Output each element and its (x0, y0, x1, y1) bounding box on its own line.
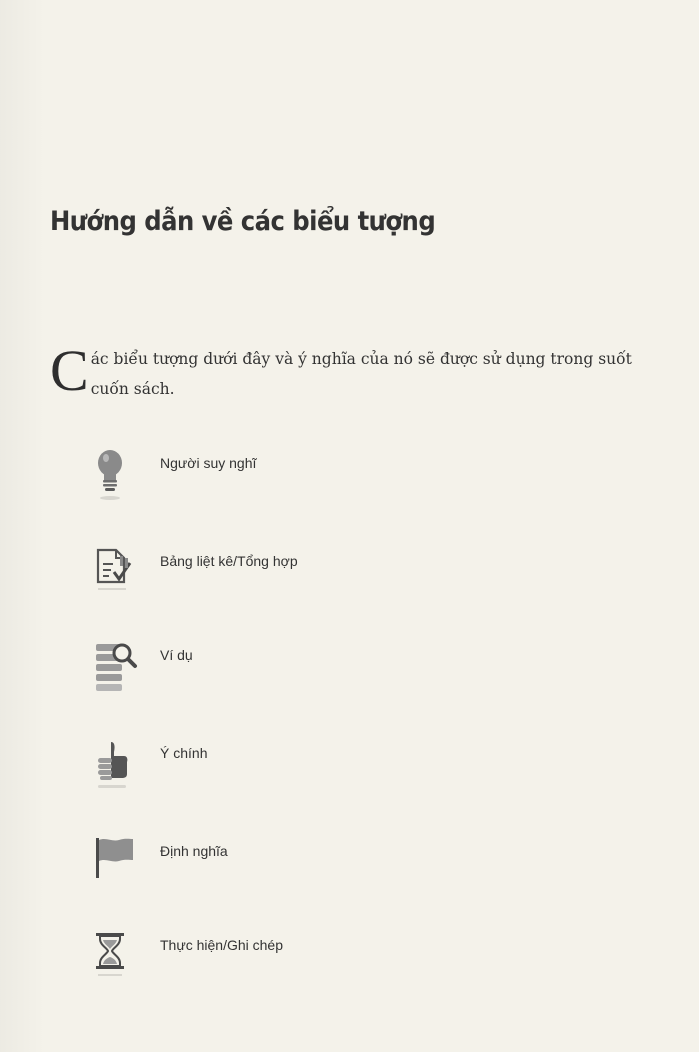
page-title: Hướng dẫn về các biểu tượng (50, 206, 436, 238)
legend-item-definition (92, 836, 512, 896)
legend-label: Ví dụ (160, 647, 193, 663)
intro-text: ác biểu tượng dưới đây và ý nghĩa của nó sẽ được sử dụng trong suốt cuốn sách. (90, 350, 632, 398)
legend-label: Bảng liệt kê/Tổng hợp (160, 553, 298, 569)
thumbs-up-icon (92, 738, 138, 794)
legend-item-thinker (92, 448, 512, 508)
legend-item-main-idea (92, 738, 512, 798)
intro-paragraph (50, 338, 640, 404)
checklist-icon (92, 546, 138, 602)
legend-label: Người suy nghĩ (160, 455, 257, 471)
hourglass-icon (92, 930, 138, 986)
flag-icon (92, 836, 138, 892)
legend-item-practice (92, 930, 512, 990)
lightbulb-icon (92, 448, 138, 504)
magnifier-list-icon (92, 640, 138, 696)
legend-item-checklist (92, 546, 512, 606)
legend-label: Định nghĩa (160, 843, 228, 859)
legend-label: Ý chính (160, 745, 208, 761)
legend-label: Thực hiện/Ghi chép (160, 937, 283, 953)
drop-cap: C (50, 338, 89, 403)
legend-item-example (92, 640, 512, 700)
